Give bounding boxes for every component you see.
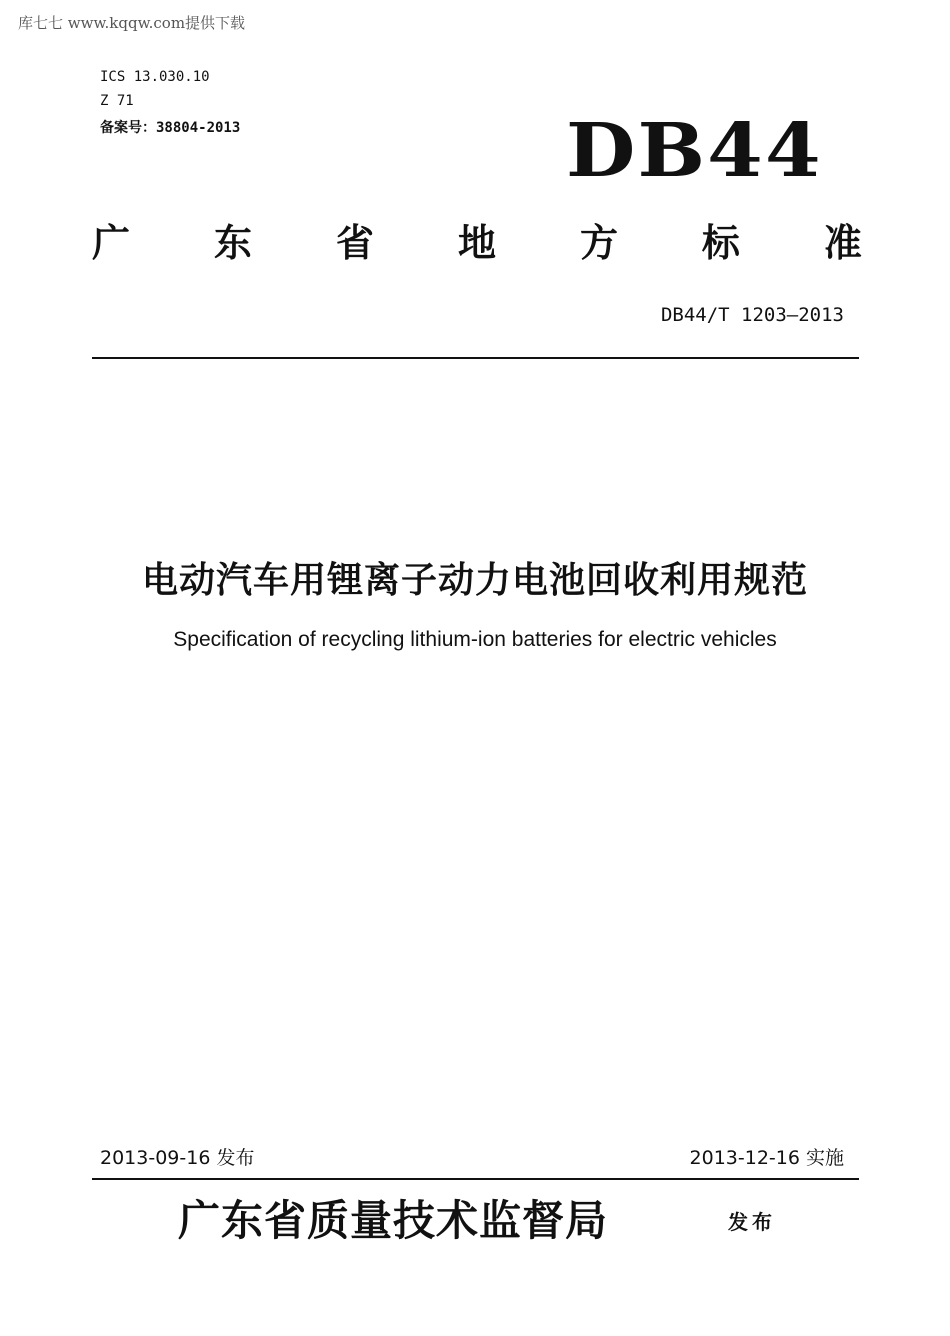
top-divider: [92, 357, 859, 359]
standard-type-char: 地: [457, 221, 496, 265]
category-code: Z 71: [100, 93, 134, 109]
standard-type-char: 东: [213, 221, 252, 265]
bottom-divider: [92, 1178, 859, 1180]
document-title-zh: 电动汽车用锂离子动力电池回收利用规范: [141, 560, 808, 601]
standard-type-char: 广: [92, 221, 131, 265]
document-title-en: Specification of recycling lithium-ion batteries for electric vehicles: [173, 628, 777, 651]
publish-date: 2013-09-16 发布: [100, 1147, 255, 1169]
issuer-suffix: 发布: [728, 1210, 776, 1234]
standard-code: DB44/T 1203—2013: [660, 304, 844, 326]
implement-date: 2013-12-16 实施: [689, 1147, 844, 1169]
standard-type-char: 标: [701, 221, 740, 265]
standard-type-char: 准: [823, 221, 862, 265]
standard-type-char: 省: [335, 221, 374, 265]
standard-type-char: 方: [579, 221, 618, 265]
issuer-name: 广东省质量技术监督局: [178, 1196, 609, 1245]
standard-type: [92, 212, 862, 267]
watermark-text: 库七七 www.kqqw.com提供下载: [18, 14, 246, 32]
ics-code: ICS 13.030.10: [100, 69, 210, 85]
filing-number: 备案号：38804-2013: [100, 120, 241, 136]
db44-logo: DB44: [566, 108, 823, 194]
